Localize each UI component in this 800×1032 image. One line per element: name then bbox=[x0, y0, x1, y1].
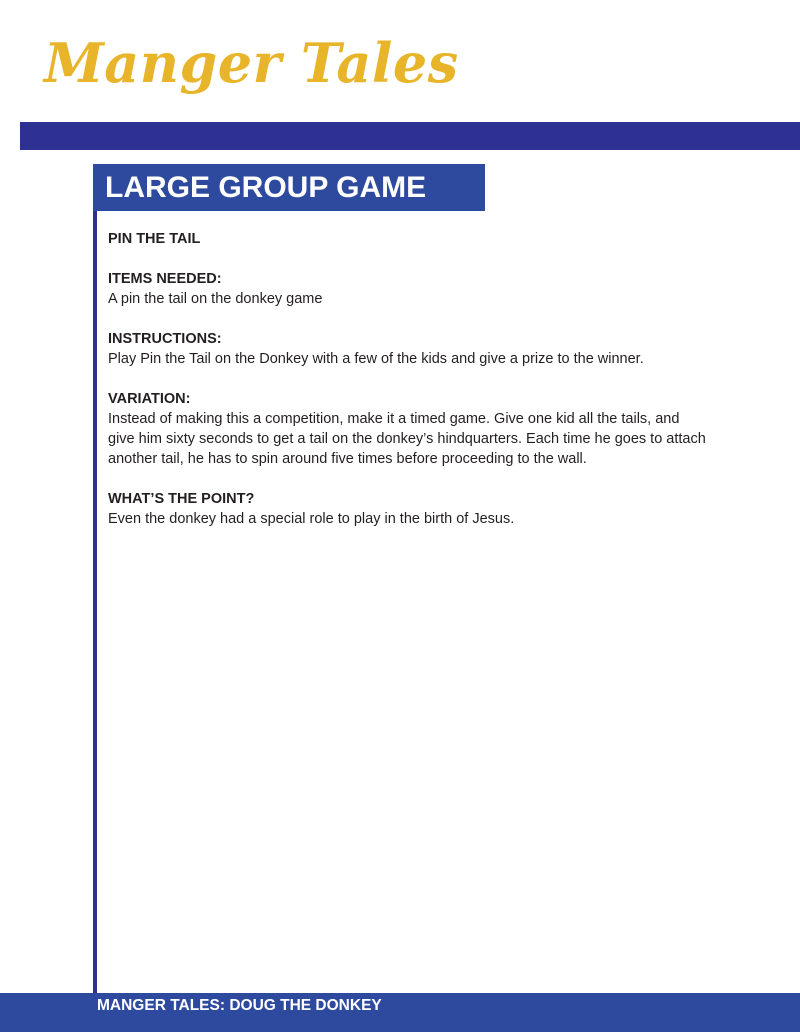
point-text: Even the donkey had a special role to play in the birth of Jesus. bbox=[108, 511, 515, 527]
brand-title: Manger Tales bbox=[44, 31, 459, 95]
section-banner-title: LARGE GROUP GAME bbox=[93, 164, 485, 211]
items-needed-text: A pin the tail on the donkey game bbox=[108, 291, 323, 307]
instructions-text: Play Pin the Tail on the Donkey with a few of the kids and give a prize to the winner. bbox=[108, 351, 644, 367]
footer-text: MANGER TALES: DOUG THE DONKEY bbox=[97, 997, 382, 1014]
left-rule bbox=[93, 164, 97, 994]
instructions-heading: INSTRUCTIONS: bbox=[108, 331, 222, 347]
game-content bbox=[108, 229, 708, 549]
footer-band bbox=[0, 993, 800, 1032]
variation-section bbox=[108, 389, 708, 469]
variation-heading: VARIATION: bbox=[108, 391, 191, 407]
point-heading: WHAT’S THE POINT? bbox=[108, 491, 255, 507]
game-name: PIN THE TAIL bbox=[108, 231, 201, 247]
instructions-section bbox=[108, 329, 708, 369]
point-section bbox=[108, 489, 708, 529]
items-needed-heading: ITEMS NEEDED: bbox=[108, 271, 222, 287]
variation-text: Instead of making this a competition, make it a timed game. Give one kid all the tails, and give him sixty seconds to get a tail on the donkey’s hindquarters. Each time he goes to attach another tail, he has to spin around five times before proceeding to the wall. bbox=[108, 411, 706, 467]
header-band bbox=[20, 122, 800, 150]
items-needed-section bbox=[108, 269, 708, 309]
